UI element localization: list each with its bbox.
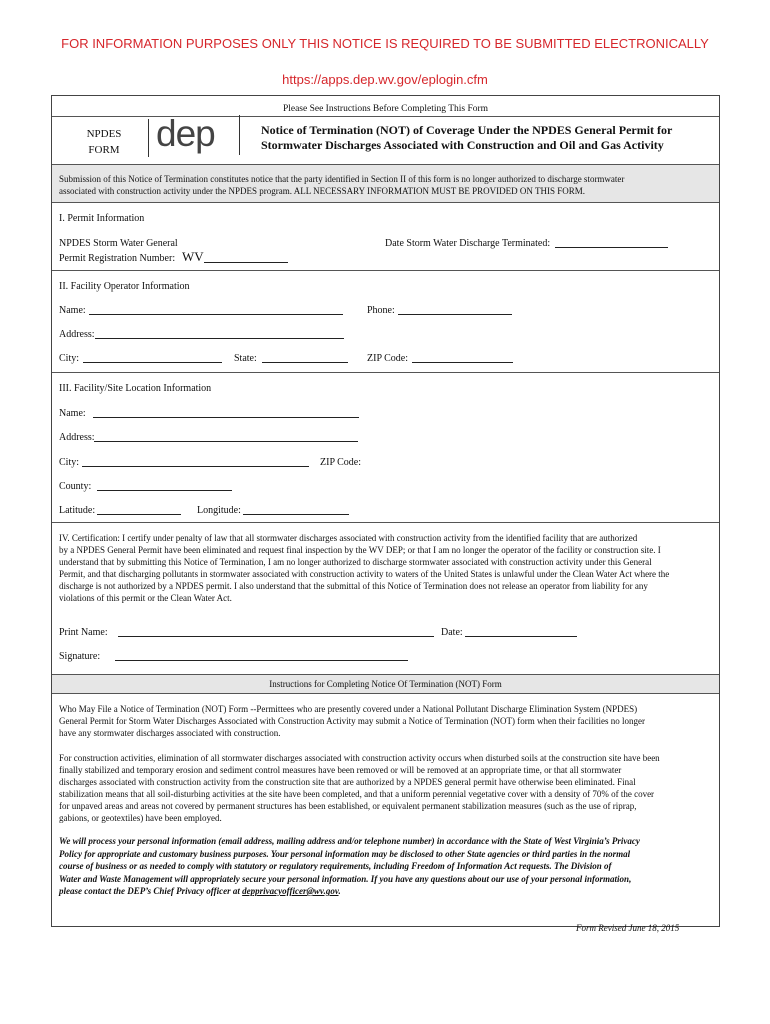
site-address-field[interactable] (94, 441, 358, 442)
print-name-label: Print Name: (59, 627, 108, 638)
privacy-line: Policy for appropriate and customary business purposes. Your personal information may be disclosed to other State agencies or third parties in the normal (59, 848, 631, 859)
operator-zip-label: ZIP Code: (367, 353, 409, 364)
site-name-label: Name: (59, 408, 86, 419)
dep-logo: dep (156, 113, 215, 154)
logo-divider-left (148, 119, 149, 157)
operator-phone-label: Phone: (367, 305, 395, 316)
certification-text (59, 532, 719, 604)
instructions-para2 (59, 752, 719, 824)
privacy-end: . (338, 886, 341, 896)
form-header (52, 113, 719, 164)
site-longitude-field[interactable] (243, 514, 349, 515)
certification-date-label: Date: (441, 627, 463, 638)
operator-address-label: Address: (59, 329, 95, 340)
instructions-para1 (59, 703, 719, 739)
section1-title: I. Permit Information (59, 213, 145, 224)
form-title-line1: Notice of Termination (NOT) of Coverage Under the NPDES General Permit for (261, 123, 673, 137)
form-label-npdes: NPDES (86, 128, 122, 140)
privacy-statement (59, 835, 719, 898)
operator-state-label: State: (234, 353, 257, 364)
certification-line: Permit, and that discharging pollutants in stormwater associated with construction activity to waters of the United States is unlawful under the Clean Water Act where the (59, 569, 670, 579)
permit-number-label: Permit Registration Number: (59, 253, 176, 264)
date-terminated-field[interactable] (555, 247, 668, 248)
submission-line1: Submission of this Notice of Termination constitutes notice that the party identified in Section II of this form is no longer authorized to discharge stormwater (59, 174, 625, 184)
permit-number-field[interactable] (204, 262, 288, 263)
site-address-label: Address: (59, 432, 95, 443)
site-latitude-label: Latitude: (59, 505, 96, 516)
site-latitude-field[interactable] (97, 514, 181, 515)
section-site-location (52, 372, 719, 522)
section-facility-operator (52, 270, 719, 372)
eplogin-link[interactable]: https://apps.dep.wv.gov/eplogin.cfm (282, 72, 488, 87)
submission-notice (52, 164, 719, 202)
privacy-line: We will process your personal information (email address, mailing address and/or telephone number) in accordance with the State of West Virginia’s Privacy (59, 836, 640, 846)
section3-title: III. Facility/Site Location Information (59, 383, 212, 394)
privacy-email-link[interactable]: depprivacyofficer@wv.gov (242, 886, 339, 896)
signature-label: Signature: (59, 651, 101, 662)
site-name-field[interactable] (93, 417, 359, 418)
site-city-field[interactable] (82, 466, 309, 467)
instructions-line: finally stabilized and temporary erosion and sediment control measures have been removed or will be removed at an appropriate time, or that all stormwater (59, 765, 622, 775)
certification-line: by a NPDES General Permit have been eliminated and request final inspection by the WV DEP; or that I am no longer the operator of the facility or construction site. I (59, 545, 661, 555)
instructions-line: General Permit for Storm Water Discharges Associated with Construction Activity may submit a Notice of Termination (NOT) form when their facilities no longer (59, 716, 646, 726)
npdes-general-label: NPDES Storm Water General (59, 238, 178, 249)
operator-city-field[interactable] (83, 362, 222, 363)
operator-name-field[interactable] (89, 314, 343, 315)
instructions-line: For construction activities, elimination of all stormwater discharges associated with construction activity occurs when disturbed soils at the construction site have been (59, 753, 660, 763)
site-longitude-label: Longitude: (197, 505, 241, 516)
operator-zip-field[interactable] (412, 362, 513, 363)
instructions-heading: Instructions for Completing Notice Of Termination (NOT) Form (269, 679, 502, 689)
certification-line: violations of this permit or the Clean Water Act. (59, 593, 232, 603)
logo-divider-right (239, 115, 240, 155)
instructions-heading-bar (52, 674, 719, 694)
form-revised-date: Form Revised June 18, 2015 (576, 923, 680, 933)
signature-field[interactable] (115, 660, 408, 661)
privacy-last-line (59, 885, 719, 898)
form-label-form: FORM (88, 144, 120, 156)
instructions-note: Please See Instructions Before Completing This Form (282, 104, 489, 114)
certification-line: IV. Certification: I certify under penalty of law that all stormwater discharges associated with construction activity from the identified facility that are authorized (59, 533, 638, 543)
section-certification (52, 522, 719, 674)
privacy-line: Water and Waste Management will appropriately secure your personal information. If you have any questions about our use of your personal information, (59, 873, 632, 884)
npdes-not-form (51, 95, 720, 927)
site-city-label: City: (59, 457, 80, 468)
electronic-submission-notice: FOR INFORMATION PURPOSES ONLY THIS NOTICE IS REQUIRED TO BE SUBMITTED ELECTRONICALLY (61, 36, 709, 51)
submission-line2: associated with construction activity under the NPDES program. ALL NECESSARY INFORMATION MUST BE PROVIDED ON THIS FORM. (59, 186, 585, 196)
operator-name-label: Name: (59, 305, 86, 316)
instructions-line: Who May File a Notice of Termination (NOT) Form --Permittees who are presently covered under a National Pollutant Discharge Elimination System (NPDES) (59, 704, 638, 714)
section2-title: II. Facility Operator Information (59, 281, 190, 292)
operator-city-label: City: (59, 353, 80, 364)
operator-phone-field[interactable] (398, 314, 512, 315)
certification-line: understand that by submitting this Notice of Termination, I am no longer authorized to discharge stormwater associated with construction activity under this General (59, 557, 652, 567)
permit-number-prefix: WV (182, 249, 204, 264)
print-name-field[interactable] (118, 636, 434, 637)
certification-date-field[interactable] (465, 636, 577, 637)
site-county-field[interactable] (97, 490, 232, 491)
operator-state-field[interactable] (262, 362, 348, 363)
privacy-line: course of business or as needed to comply with statutory or regulatory requirements, including Freedom of Information Act requests. The Division of (59, 861, 612, 871)
form-title-line2: Stormwater Discharges Associated with Construction and Oil and Gas Activity (261, 138, 664, 152)
site-zip-label: ZIP Code: (320, 457, 362, 468)
site-county-label: County: (59, 481, 92, 492)
instructions-line: gabions, or geotextiles) have been employed. (59, 813, 222, 823)
instructions-line: stabilization means that all soil-disturbing activities at the site have been completed, and that a uniform perennial vegetative cover with a density of 70% of the cover (59, 789, 655, 799)
instructions-line: for unpaved areas and areas not covered by permanent structures has been established, or equivalent permanent stabilization measures (such as the use of riprap, (59, 801, 637, 811)
operator-address-field[interactable] (95, 338, 344, 339)
certification-line: discharge is not authorized by a NPDES permit. I also understand that the submittal of this Notice of Termination does not release an operator from liability for any (59, 581, 648, 591)
date-terminated-label: Date Storm Water Discharge Terminated: (385, 238, 551, 249)
instructions-line: have any stormwater discharges associated with construction. (59, 728, 281, 738)
section-permit-information (52, 202, 719, 270)
privacy-contact-text: please contact the DEP’s Chief Privacy officer at (59, 886, 243, 896)
instructions-line: discharges associated with construction activity from the construction site that are authorized by a NPDES general permit have otherwise been eliminated. Final (59, 777, 636, 787)
